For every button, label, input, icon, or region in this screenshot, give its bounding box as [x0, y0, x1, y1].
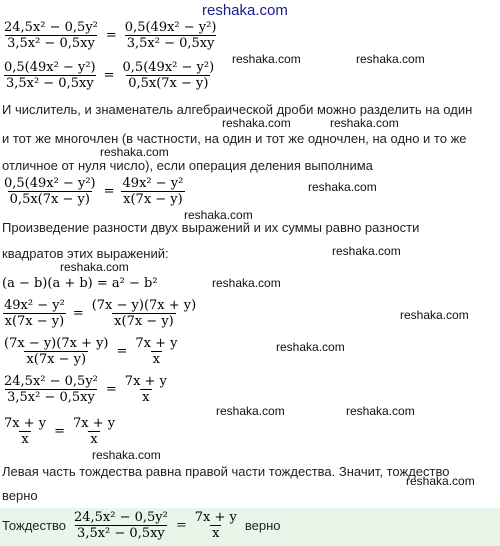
- paragraph-line: Произведение разности двух выражений и их суммы равно разности: [2, 220, 420, 235]
- paragraph-line: Левая часть тождества равна правой части тождества. Значит, тождество: [2, 464, 450, 479]
- watermark: reshaka.com: [346, 404, 415, 418]
- equals-sign: =: [54, 424, 66, 439]
- numerator: 49x² − y²: [122, 176, 184, 191]
- equation-5: [2, 336, 180, 367]
- watermark: reshaka.com: [330, 116, 399, 130]
- numerator: 24,5x² − 0,5y²: [4, 20, 98, 35]
- denominator: 3,5x² − 0,5xy: [77, 526, 165, 541]
- fraction: [121, 176, 186, 207]
- watermark: reshaka.com: [332, 244, 401, 258]
- fraction: [2, 176, 98, 207]
- denominator: 0,5x(7x − y): [9, 192, 90, 207]
- watermark: reshaka.com: [216, 404, 285, 418]
- equals-sign: =: [105, 28, 117, 43]
- equals-sign: =: [175, 518, 187, 533]
- numerator: (7x − y)(7x + y): [91, 298, 197, 313]
- watermark: reshaka.com: [100, 145, 169, 159]
- denominator: x: [152, 352, 161, 367]
- paragraph-line: и тот же многочлен (в частности, на один и тот же одночлен, на одно и то же: [2, 131, 467, 146]
- watermark: reshaka.com: [232, 52, 301, 66]
- fraction: [2, 20, 100, 51]
- answer-row: [2, 510, 281, 541]
- fraction: [133, 336, 179, 367]
- denominator: x: [21, 432, 29, 447]
- fraction: [2, 60, 98, 91]
- equals-sign: =: [72, 306, 84, 321]
- numerator: (7x − y)(7x + y): [4, 336, 109, 351]
- denominator: 3,5x² − 0,5xy: [5, 76, 94, 91]
- numerator: 24,5x² − 0,5y²: [4, 374, 98, 389]
- paragraph-line: квадратов этих выражений:: [2, 246, 169, 261]
- answer-prefix: Тождество: [2, 518, 66, 533]
- numerator: 0,5(49x² − y²): [124, 20, 217, 35]
- numerator: 49x² − y²: [4, 298, 65, 313]
- equals-sign: =: [103, 68, 115, 83]
- equals-sign: =: [105, 382, 117, 397]
- fraction: [123, 374, 169, 405]
- equals-sign: =: [116, 344, 128, 359]
- fraction: [2, 374, 100, 405]
- denominator: 3,5x² − 0,5xy: [7, 36, 95, 51]
- equation-2: [2, 60, 216, 91]
- numerator: 7x + y: [4, 416, 47, 431]
- equation-4: [2, 298, 198, 329]
- denominator: 3,5x² − 0,5xy: [126, 36, 215, 51]
- answer-box: [0, 508, 500, 546]
- watermark: reshaka.com: [276, 340, 345, 354]
- numerator: 24,5x² − 0,5y²: [73, 510, 168, 525]
- numerator: 0,5(49x² − y²): [4, 176, 96, 191]
- fraction: [121, 60, 217, 91]
- fraction: [90, 298, 199, 329]
- identity-formula: (a − b)(a + b) = a² − b²: [2, 276, 158, 291]
- fraction: [72, 510, 170, 541]
- watermark: reshaka.com: [212, 276, 281, 290]
- numerator: 7x + y: [194, 510, 237, 525]
- fraction: [71, 416, 117, 447]
- watermark: reshaka.com: [60, 260, 129, 274]
- denominator: 0,5x(7x − y): [128, 76, 209, 91]
- denominator: x(7x − y): [26, 352, 87, 367]
- equation-6: [2, 374, 169, 405]
- fraction: [2, 298, 67, 329]
- watermark: reshaka.com: [92, 448, 161, 462]
- fraction: [193, 510, 239, 541]
- answer-suffix: верно: [244, 518, 281, 533]
- denominator: 3,5x² − 0,5xy: [7, 390, 95, 405]
- equation-3: [2, 176, 185, 207]
- denominator: x(7x − y): [4, 314, 65, 329]
- fraction: [2, 416, 48, 447]
- denominator: x(7x − y): [114, 314, 174, 329]
- numerator: 0,5(49x² − y²): [122, 60, 215, 75]
- watermark: reshaka.com: [308, 180, 377, 194]
- equals-sign: =: [103, 184, 115, 199]
- paragraph-line: И числитель, и знаменатель алгебраической дроби можно разделить на один: [2, 102, 473, 117]
- numerator: 7x + y: [135, 336, 178, 351]
- numerator: 7x + y: [124, 374, 167, 389]
- denominator: x(7x − y): [123, 192, 183, 207]
- watermark-top: reshaka.com: [202, 2, 288, 19]
- watermark: reshaka.com: [400, 308, 469, 322]
- watermark: reshaka.com: [184, 208, 253, 222]
- denominator: x: [90, 432, 98, 447]
- denominator: x: [142, 390, 150, 405]
- fraction: [123, 20, 219, 51]
- equation-7: [2, 416, 117, 447]
- denominator: x: [212, 526, 220, 541]
- paragraph-line: верно: [2, 488, 38, 503]
- watermark: reshaka.com: [222, 116, 291, 130]
- watermark: reshaka.com: [406, 474, 475, 488]
- equation-1: [2, 20, 218, 51]
- fraction: [2, 336, 111, 367]
- numerator: 7x + y: [73, 416, 116, 431]
- numerator: 0,5(49x² − y²): [4, 60, 96, 75]
- watermark: reshaka.com: [356, 52, 425, 66]
- paragraph-line: отличное от нуля число), если операция деления выполнима: [2, 158, 373, 173]
